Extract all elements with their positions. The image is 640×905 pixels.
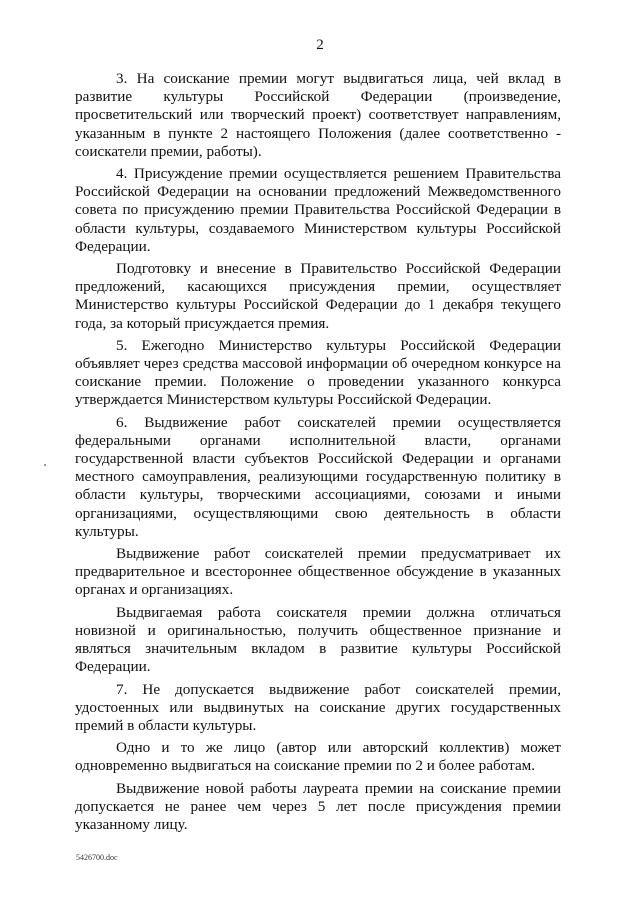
paragraph-6-novelty: Выдвигаемая работа соискателя премии должна отличаться новизной и оригинальностью, получить общественное признание и являться значительным вкладом в развитие культуры Российской Федерации. [75,603,561,676]
paragraph-4: 4. Присуждение премии осуществляется решением Правительства Российской Федерации на основании предложений Межведомственного совета по присуждению премии Правительства Российской Федерации в области культуры, создаваемого Министерством культуры Российской Федерации. [75,165,561,255]
paragraph-5: 5. Ежегодно Министерство культуры Российской Федерации объявляет через средства массовой информации об очередном конкурсе на соискание премии. Положение о проведении указанного конкурса утверждается Министерством культуры Российской Федерации. [75,336,561,409]
paragraph-7-same-person: Одно и то же лицо (автор или авторский коллектив) может одновременно выдвигаться на соискание премии по 2 и более работам. [75,739,561,775]
paragraph-3: 3. На соискание премии могут выдвигаться лица, чей вклад в развитие культуры Российской Федерации (произведение, просветительский или творческий проект) соответствует направлениям, указанным в пункте 2 настоящего Положения (далее соответственно - соискатели премии, работы). [75,70,561,160]
paragraph-6-discussion: Выдвижение работ соискателей премии предусматривает их предварительное и всестороннее общественное обсуждение в указанных органах и организациях. [75,545,561,599]
footer-filename: 5426700.doc [76,853,118,862]
paragraph-7-new-work: Выдвижение новой работы лауреата премии на соискание премии допускается не ранее чем через 5 лет после присуждения премии указанному лицу. [75,779,561,833]
paragraph-6: 6. Выдвижение работ соискателей премии осуществляется федеральными органами исполнительной власти, органами государственной власти субъектов Российской Федерации и органами местного самоуправления, реализующими государственную политику в области культуры, творческими ассоциациями, союзами и иными организациями, осуществляющими свою деятельность в области культуры. [75,413,561,540]
page-number: 2 [316,37,324,53]
paragraph-7: 7. Не допускается выдвижение работ соискателей премии, удостоенных или выдвинутых на соискание других государственных премий в области культуры. [75,680,561,734]
margin-mark [44,464,46,466]
document-body [75,70,561,838]
paragraph-4-preparation: Подготовку и внесение в Правительство Российской Федерации предложений, касающихся присуждения премии, осуществляет Министерство культуры Российской Федерации до 1 декабря текущего года, за который присуждается премия. [75,260,561,332]
